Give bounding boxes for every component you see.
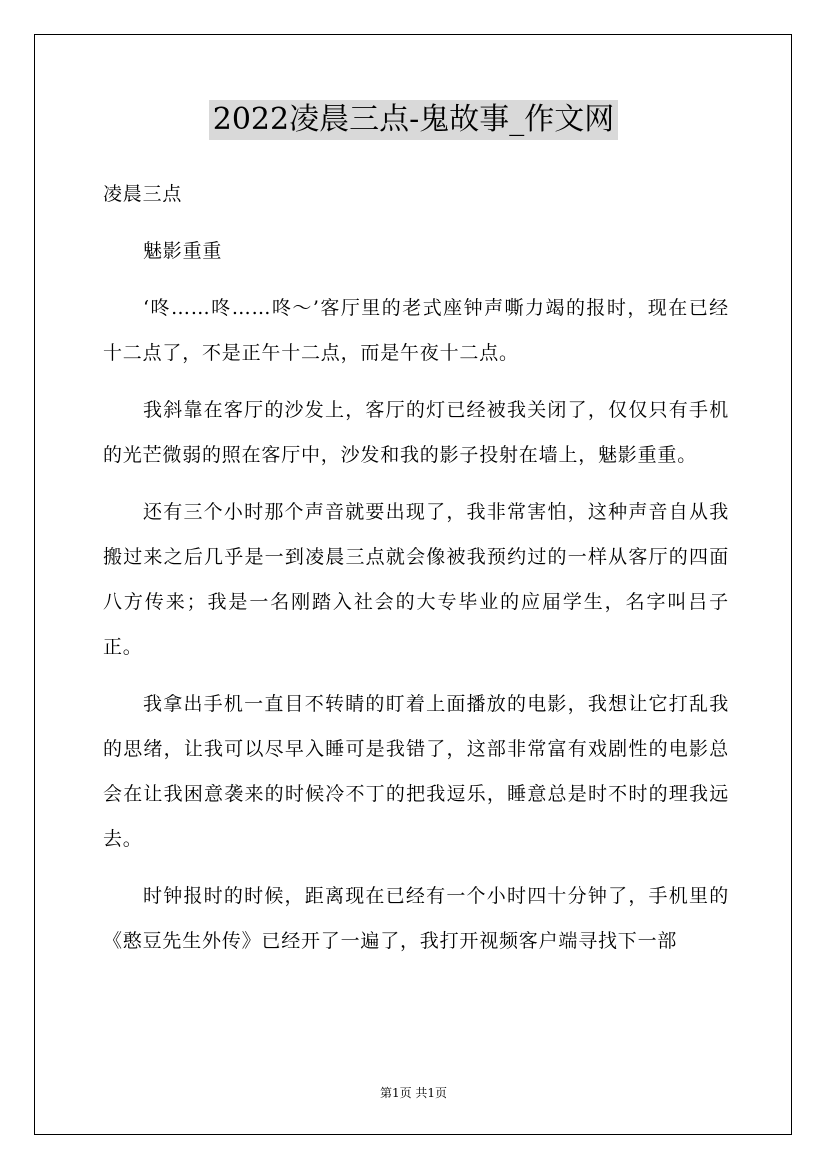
body-paragraph: 还有三个小时那个声音就要出现了，我非常害怕，这种声音自从我搬过来之后几乎是一到凌晨三点就会像被我预约过的一样从客厅的四面八方传来；我是一名刚踏入社会的大专毕业的应届学生，名字叫吕子正。	[103, 501, 729, 658]
body-paragraph: 我斜靠在客厅的沙发上，客厅的灯已经被我关闭了，仅仅只有手机的光芒微弱的照在客厅中，沙发和我的影子投射在墙上，魅影重重。	[103, 399, 729, 466]
body-paragraph: 时钟报时的时候，距离现在已经有一个小时四十分钟了，手机里的《憨豆先生外传》已经开了一遍了，我打开视频客户端寻找下一部	[103, 885, 729, 952]
body-paragraph: 我拿出手机一直目不转睛的盯着上面播放的电影，我想让它打乱我的思绪，让我可以尽早入睡可是我错了，这部非常富有戏剧性的电影总会在让我困意袭来的时候冷不丁的把我逗乐，睡意总是时不时的理我远去。	[103, 693, 729, 850]
title-container	[0, 100, 827, 140]
page-indicator: 第1页 共1页	[379, 1086, 448, 1100]
document-title: 2022凌晨三点-鬼故事_作文网	[209, 100, 618, 140]
subheading: 魅影重重	[143, 240, 223, 262]
section-heading: 凌晨三点	[103, 183, 183, 205]
document-body	[103, 172, 729, 964]
body-paragraph: ‘咚……咚……咚～’客厅里的老式座钟声嘶力竭的报时，现在已经十二点了，不是正午十二点，而是午夜十二点。	[103, 297, 729, 364]
page-footer	[0, 1084, 827, 1102]
